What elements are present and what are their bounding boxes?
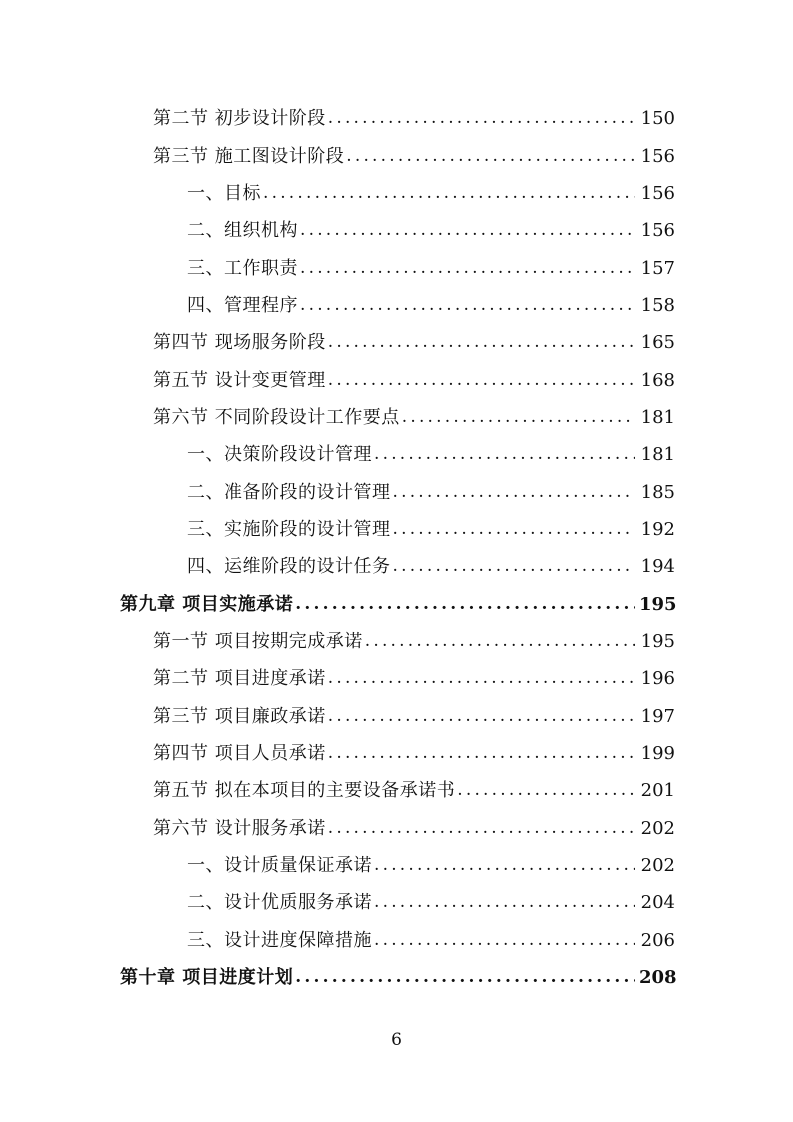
toc-entry-label: 四、管理程序 [187,294,298,316]
toc-dot-leader [402,399,635,436]
toc-entry-label: 四、运维阶段的设计任务 [187,556,391,578]
toc-entry-page: 202 [640,855,675,877]
toc-entry-page: 150 [640,108,675,130]
toc-entry-label: 第四节 项目人员承诺 [153,743,326,765]
toc-entry-label: 第四节 现场服务阶段 [153,332,326,354]
toc-section-entry[interactable] [0,100,793,137]
toc-entry-page: 192 [640,518,675,540]
toc-entry-label: 三、工作职责 [187,257,298,279]
toc-dot-leader [374,884,635,921]
toc-dot-leader [328,362,635,399]
toc-dot-leader [374,847,635,884]
toc-entry-page: 195 [639,593,677,615]
toc-entry-label: 一、决策阶段设计管理 [187,444,372,466]
toc-dot-leader [393,474,636,511]
toc-section-entry[interactable] [0,399,793,436]
toc-entry-label: 一、设计质量保证承诺 [187,855,372,877]
toc-entry-page: 195 [640,630,675,652]
toc-entry-page: 185 [640,481,675,503]
toc-dot-leader [300,212,635,249]
toc-dot-leader [328,810,635,847]
toc-dot-leader [328,735,635,772]
page-number: 6 [391,1030,402,1050]
toc-dot-leader [328,698,635,735]
toc-section-entry[interactable] [0,772,793,809]
toc-entry-label: 第二节 初步设计阶段 [153,108,326,130]
toc-entry-page: 201 [640,780,675,802]
toc-subsection-entry[interactable] [0,548,793,585]
toc-chapter-entry[interactable] [0,585,793,622]
toc-dot-leader [393,548,636,585]
toc-entry-page: 157 [640,257,675,279]
toc-entry-page: 194 [640,556,675,578]
table-of-contents [0,100,793,996]
toc-entry-page: 206 [640,929,675,951]
toc-dot-leader [328,660,635,697]
toc-entry-page: 196 [640,668,675,690]
toc-section-entry[interactable] [0,660,793,697]
toc-entry-label: 三、实施阶段的设计管理 [187,518,391,540]
toc-entry-label: 二、设计优质服务承诺 [187,892,372,914]
toc-subsection-entry[interactable] [0,249,793,286]
toc-subsection-entry[interactable] [0,847,793,884]
toc-entry-label: 第二节 项目进度承诺 [153,668,326,690]
toc-entry-label: 第五节 拟在本项目的主要设备承诺书 [153,780,456,802]
toc-subsection-entry[interactable] [0,287,793,324]
toc-entry-label: 第一节 项目按期完成承诺 [153,630,363,652]
toc-entry-page: 168 [640,369,675,391]
toc-entry-label: 二、准备阶段的设计管理 [187,481,391,503]
toc-dot-leader [374,922,635,959]
toc-dot-leader [457,772,635,809]
toc-dot-leader [346,138,635,175]
toc-entry-label: 一、目标 [187,182,261,204]
toc-subsection-entry[interactable] [0,511,793,548]
toc-entry-page: 165 [640,332,675,354]
toc-dot-leader [393,511,636,548]
toc-subsection-entry[interactable] [0,212,793,249]
toc-entry-label: 三、设计进度保障措施 [187,929,372,951]
toc-dot-leader [365,623,635,660]
toc-entry-page: 181 [640,406,675,428]
toc-subsection-entry[interactable] [0,922,793,959]
toc-entry-page: 158 [640,294,675,316]
toc-dot-leader [295,959,635,996]
toc-section-entry[interactable] [0,324,793,361]
toc-entry-page: 181 [640,444,675,466]
toc-section-entry[interactable] [0,361,793,398]
toc-entry-page: 208 [639,967,677,989]
toc-entry-page: 156 [640,145,675,167]
toc-entry-label: 第九章 项目实施承诺 [120,593,294,615]
toc-entry-label: 第六节 不同阶段设计工作要点 [153,406,400,428]
toc-dot-leader [263,175,635,212]
toc-entry-label: 第六节 设计服务承诺 [153,817,326,839]
toc-chapter-entry[interactable] [0,959,793,996]
toc-dot-leader [295,586,635,623]
toc-dot-leader [300,287,635,324]
toc-entry-label: 第三节 施工图设计阶段 [153,145,345,167]
toc-section-entry[interactable] [0,698,793,735]
toc-subsection-entry[interactable] [0,884,793,921]
toc-subsection-entry[interactable] [0,473,793,510]
toc-subsection-entry[interactable] [0,436,793,473]
toc-dot-leader [328,324,635,361]
toc-entry-label: 二、组织机构 [187,220,298,242]
toc-section-entry[interactable] [0,735,793,772]
toc-dot-leader [328,100,635,137]
toc-entry-page: 156 [640,182,675,204]
toc-entry-label: 第三节 项目廉政承诺 [153,705,326,727]
toc-entry-page: 197 [640,705,675,727]
toc-entry-page: 204 [640,892,675,914]
toc-section-entry[interactable] [0,137,793,174]
toc-subsection-entry[interactable] [0,175,793,212]
toc-section-entry[interactable] [0,810,793,847]
toc-section-entry[interactable] [0,623,793,660]
toc-entry-page: 202 [640,817,675,839]
toc-dot-leader [300,250,635,287]
toc-entry-label: 第十章 项目进度计划 [120,967,294,989]
toc-entry-page: 199 [640,743,675,765]
toc-entry-label: 第五节 设计变更管理 [153,369,326,391]
toc-dot-leader [374,436,635,473]
toc-entry-page: 156 [640,220,675,242]
